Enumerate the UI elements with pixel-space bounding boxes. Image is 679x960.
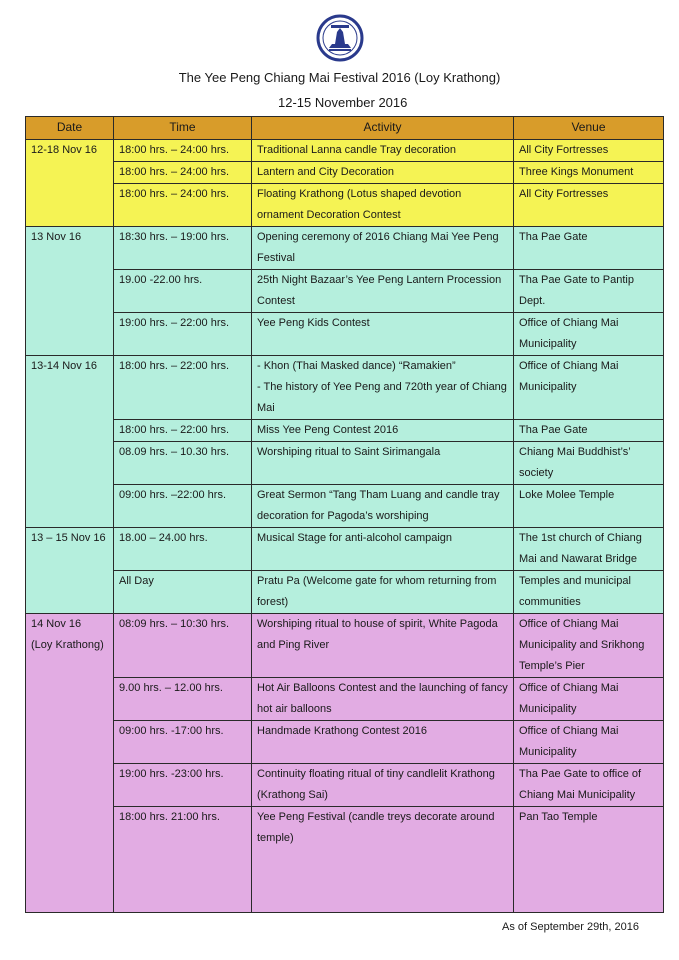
activity-cell: Miss Yee Peng Contest 2016 (252, 420, 514, 442)
date-note: (Loy Krathong) (31, 639, 104, 651)
activity-cell: Floating Krathong (Lotus shaped devotion ornament Decoration Contest (252, 184, 514, 227)
table-row (26, 140, 664, 162)
activity-cell: Worshiping ritual to Saint Sirimangala (252, 442, 514, 485)
time-cell: All Day (114, 571, 252, 614)
time-cell: 18:00 hrs. – 24:00 hrs. (114, 184, 252, 227)
venue-cell: Office of Chiang Mai Municipality (514, 721, 664, 764)
table-row (26, 485, 664, 528)
time-cell: 09:00 hrs. –22:00 hrs. (114, 485, 252, 528)
table-row (26, 721, 664, 764)
time-cell: 18:30 hrs. – 19:00 hrs. (114, 227, 252, 270)
time-cell: 18:00 hrs. 21:00 hrs. (114, 807, 252, 913)
date-cell: 13 – 15 Nov 16 (26, 528, 114, 614)
group-12-18-nov (26, 140, 664, 227)
group-14-nov (26, 614, 664, 913)
activity-cell: Continuity floating ritual of tiny candlelit Krathong (Krathong Sai) (252, 764, 514, 807)
table-row (26, 184, 664, 227)
table-row (26, 528, 664, 571)
table-row (26, 442, 664, 485)
table-row (26, 764, 664, 807)
venue-cell: Office of Chiang Mai Municipality (514, 356, 664, 420)
date-cell: 13 Nov 16 (26, 227, 114, 356)
time-cell: 09:00 hrs. -17:00 hrs. (114, 721, 252, 764)
venue-cell: Pan Tao Temple (514, 807, 664, 913)
table-row (26, 356, 664, 420)
venue-cell: Tha Pae Gate (514, 420, 664, 442)
activity-cell: Traditional Lanna candle Tray decoration (252, 140, 514, 162)
table-header-row (26, 117, 664, 140)
time-cell: 19:00 hrs. -23:00 hrs. (114, 764, 252, 807)
venue-cell: Chiang Mai Buddhist’s’ society (514, 442, 664, 485)
time-cell: 19:00 hrs. – 22:00 hrs. (114, 313, 252, 356)
activity-cell: Opening ceremony of 2016 Chiang Mai Yee Peng Festival (252, 227, 514, 270)
venue-column-header: Venue (514, 117, 664, 140)
table-row (26, 162, 664, 184)
venue-cell: The 1st church of Chiang Mai and Nawarat Bridge (514, 528, 664, 571)
time-cell: 08:09 hrs. – 10:30 hrs. (114, 614, 252, 678)
venue-cell: All City Fortresses (514, 184, 664, 227)
time-cell: 18:00 hrs. – 22:00 hrs. (114, 356, 252, 420)
group-13-nov (26, 227, 664, 356)
date-cell: 13-14 Nov 16 (26, 356, 114, 528)
table-row (26, 270, 664, 313)
activity-line: - The history of Yee Peng and 720th year of Chiang Mai (257, 381, 507, 414)
venue-cell: Tha Pae Gate (514, 227, 664, 270)
activity-cell: Musical Stage for anti-alcohol campaign (252, 528, 514, 571)
table-row (26, 313, 664, 356)
venue-cell: Loke Molee Temple (514, 485, 664, 528)
time-cell: 18.00 – 24.00 hrs. (114, 528, 252, 571)
document-title: The Yee Peng Chiang Mai Festival 2016 (Loy Krathong) (178, 70, 501, 85)
venue-cell: Office of Chiang Mai Municipality (514, 313, 664, 356)
activity-cell: Great Sermon “Tang Tham Luang and candle tray decoration for Pagoda’s worshiping (252, 485, 514, 528)
table-row (26, 571, 664, 614)
venue-cell: Office of Chiang Mai Municipality (514, 678, 664, 721)
tat-emblem-icon (316, 14, 364, 62)
venue-cell: Temples and municipal communities (514, 571, 664, 614)
activity-cell: Lantern and City Decoration (252, 162, 514, 184)
tat-logo (316, 14, 364, 62)
activity-cell: Hot Air Balloons Contest and the launching of fancy hot air balloons (252, 678, 514, 721)
time-cell: 08.09 hrs. – 10.30 hrs. (114, 442, 252, 485)
activity-line: - Khon (Thai Masked dance) “Ramakien” (257, 360, 456, 372)
table-row (26, 614, 664, 678)
activity-cell: Yee Peng Festival (candle treys decorate around temple) (252, 807, 514, 913)
activity-cell: Worshiping ritual to house of spirit, White Pagoda and Ping River (252, 614, 514, 678)
venue-cell: Tha Pae Gate to office of Chiang Mai Municipality (514, 764, 664, 807)
time-column-header: Time (114, 117, 252, 140)
date-label: 14 Nov 16 (31, 618, 82, 630)
date-cell: 12-18 Nov 16 (26, 140, 114, 227)
date-column-header: Date (26, 117, 114, 140)
activity-cell: Pratu Pa (Welcome gate for whom returning from forest) (252, 571, 514, 614)
venue-cell: Office of Chiang Mai Municipality and Srikhong Temple’s Pier (514, 614, 664, 678)
activity-cell (252, 356, 514, 420)
activity-cell: 25th Night Bazaar’s Yee Peng Lantern Procession Contest (252, 270, 514, 313)
venue-cell: All City Fortresses (514, 140, 664, 162)
table-row (26, 227, 664, 270)
time-cell: 9.00 hrs. – 12.00 hrs. (114, 678, 252, 721)
time-cell: 18:00 hrs. – 24:00 hrs. (114, 162, 252, 184)
venue-cell: Three Kings Monument (514, 162, 664, 184)
table-row (26, 807, 664, 913)
time-cell: 18:00 hrs. – 24:00 hrs. (114, 140, 252, 162)
schedule-table (25, 116, 664, 913)
venue-cell: Tha Pae Gate to Pantip Dept. (514, 270, 664, 313)
group-13-15-nov (26, 528, 664, 614)
as-of-date: As of September 29th, 2016 (502, 921, 639, 933)
festival-dates: 12-15 November 2016 (278, 95, 408, 110)
activity-cell: Handmade Krathong Contest 2016 (252, 721, 514, 764)
activity-cell: Yee Peng Kids Contest (252, 313, 514, 356)
table-row (26, 420, 664, 442)
activity-column-header: Activity (252, 117, 514, 140)
time-cell: 18:00 hrs. – 22:00 hrs. (114, 420, 252, 442)
group-13-14-nov (26, 356, 664, 528)
time-cell: 19.00 -22.00 hrs. (114, 270, 252, 313)
date-cell (26, 614, 114, 913)
table-row (26, 678, 664, 721)
